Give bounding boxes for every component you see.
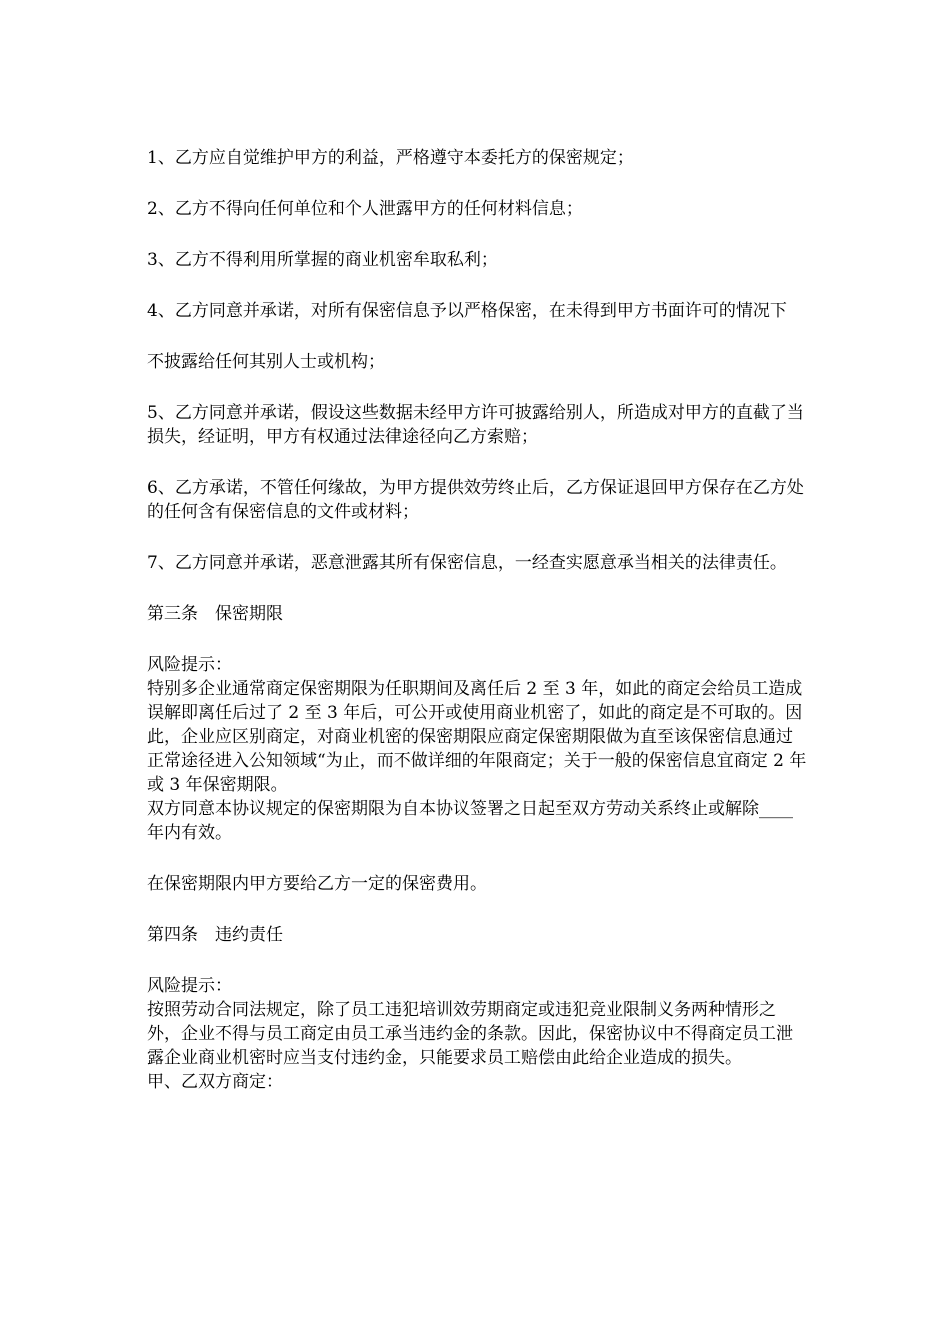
article2-item-1: 1、乙方应自觉维护甲方的利益，严格遵守本委托方的保密规定； [147,148,634,168]
article2-item-5: 5、乙方同意并承诺，假设这些数据未经甲方许可披露给别人，所造成对甲方的直截了当损失，经证明，甲方有权通过法律途径向乙方索赔； [147,403,804,447]
article4-closing-text: 甲、乙双方商定： [147,1072,283,1092]
article3-fee-text: 在保密期限内甲方要给乙方一定的保密费用。 [147,874,487,894]
article2-item-7: 7、乙方同意并承诺，恶意泄露其所有保密信息，一经查实愿意承当相关的法律责任。 [147,553,787,573]
article3-risk-label: 风险提示： [147,655,232,675]
article2-item-3: 3、乙方不得利用所掌握的商业机密牟取私利； [147,250,498,270]
article3-agreement-text: 双方同意本协议规定的保密期限为自本协议签署之日起至双方劳动关系终止或解除____年内有效。 [147,799,793,843]
article2-item-6: 6、乙方承诺，不管任何缘故，为甲方提供效劳终止后，乙方保证退回甲方保存在乙方处的任何含有保密信息的文件或材料； [147,478,804,522]
article3-risk-text: 特别多企业通常商定保密期限为任职期间及离任后 2 至 3 年，如此的商定会给员工造成误解即离任后过了 2 至 3 年后，可公开或使用商业机密了，如此的商定是不可取的。因此，企业应区别商定，对商业机密的保密期限应商定保密期限做为直至该保密信息通过正常途径进入公知领域“为止，而不做详细的年限商定；关于一般的保密信息宜商定 2 年或 3 年保密期限。 [147,679,807,795]
article2-item-2: 2、乙方不得向任何单位和个人泄露甲方的任何材料信息； [147,199,583,219]
article2-item-4-continued: 不披露给任何其别人士或机构； [147,352,385,372]
document-page [147,146,807,1094]
article4-risk-text: 按照劳动合同法规定，除了员工违犯培训效劳期商定或违犯竞业限制义务两种情形之外，企业不得与员工商定由员工承当违约金的条款。因此，保密协议中不得商定员工泄露企业商业机密时应当支付违约金，只能要求员工赔偿由此给企业造成的损失。 [147,1000,793,1068]
article4-risk-label: 风险提示： [147,976,232,996]
article2-item-4: 4、乙方同意并承诺，对所有保密信息予以严格保密，在未得到甲方书面许可的情况下 [147,301,787,321]
article3-heading: 第三条 保密期限 [147,604,283,624]
article4-heading: 第四条 违约责任 [147,925,283,945]
